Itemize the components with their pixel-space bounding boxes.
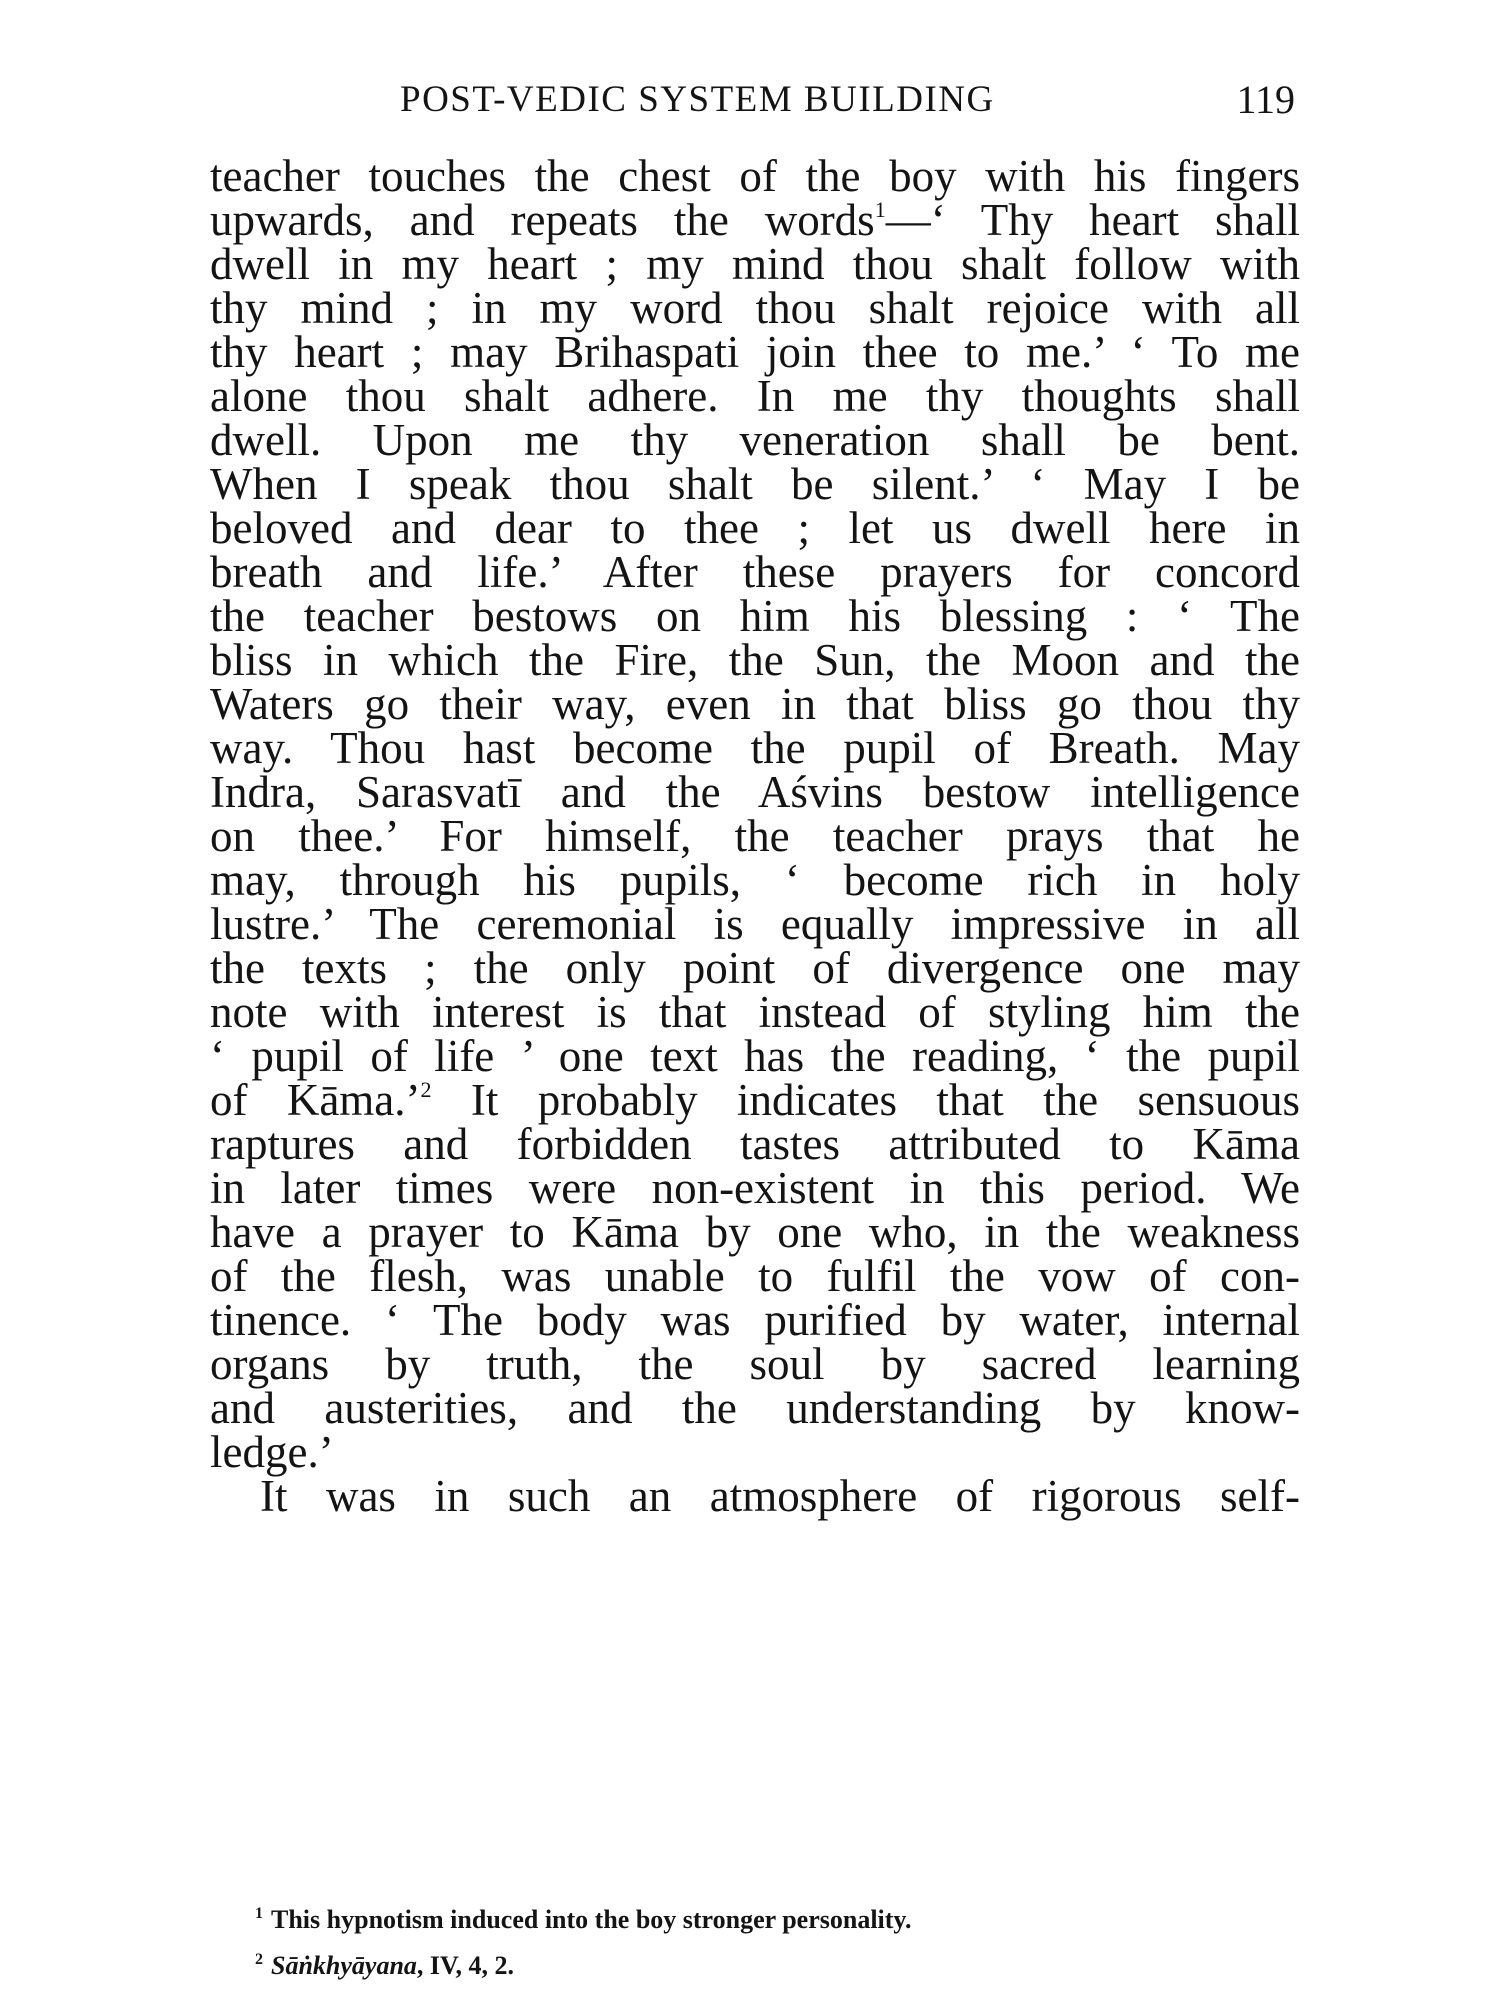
text-line: lustre.’ The ceremonial is equally impressive in all <box>210 899 1300 949</box>
text-line: of the flesh, was unable to fulfil the vow of con- <box>210 1251 1300 1301</box>
text-line: alone thou shalt adhere. In me thy thoughts shall <box>210 371 1300 421</box>
footnote-cited-title: Sāṅkhyāyana <box>271 1951 417 1980</box>
text-line: and austerities, and the understanding by know- <box>210 1383 1300 1433</box>
footnote-text: This hypnotism induced into the boy stronger personality. <box>271 1905 912 1934</box>
text-line: dwell in my heart ; my mind thou shalt follow with <box>210 239 1300 289</box>
running-head <box>210 70 1300 130</box>
text-line: ledge.’ <box>210 1427 334 1477</box>
footnote-1 <box>255 1900 912 1940</box>
text-line: the texts ; the only point of divergence one may <box>210 943 1300 993</box>
page-number: 119 <box>1236 77 1295 122</box>
body-text <box>210 148 1300 1848</box>
text-line: It was in such an atmosphere of rigorous self- <box>260 1471 1300 1521</box>
text-line: note with interest is that instead of styling him the <box>210 987 1300 1037</box>
text-line: Indra, Sarasvatī and the Aśvins bestow intelligence <box>210 767 1300 817</box>
text-line: beloved and dear to thee ; let us dwell here in <box>210 503 1300 553</box>
footnote-reference: 1 <box>874 197 886 222</box>
footnote-2 <box>255 1946 514 1986</box>
text-segment: upwards, and repeats the words <box>210 195 875 245</box>
text-line: ‘ pupil of life ’ one text has the reading, ‘ the pupil <box>210 1031 1300 1081</box>
text-line: breath and life.’ After these prayers for concord <box>210 547 1300 597</box>
text-line: tinence. ‘ The body was purified by water, internal <box>210 1295 1300 1345</box>
text-line: teacher touches the chest of the boy with his fingers <box>210 151 1300 201</box>
text-line: in later times were non-existent in this period. We <box>210 1163 1300 1213</box>
footnote-reference: 2 <box>420 1077 432 1102</box>
text-line: dwell. Upon me thy veneration shall be bent. <box>210 415 1300 465</box>
text-line: Waters go their way, even in that bliss go thou thy <box>210 679 1300 729</box>
footnote-reference-text: , IV, 4, 2. <box>416 1951 514 1980</box>
text-segment: of Kāma.’ <box>210 1075 421 1125</box>
text-line: may, through his pupils, ‘ become rich in holy <box>210 855 1300 905</box>
text-line: way. Thou hast become the pupil of Breath. May <box>210 723 1300 773</box>
text-line: When I speak thou shalt be silent.’ ‘ May I be <box>210 459 1300 509</box>
text-line: on thee.’ For himself, the teacher prays that he <box>210 811 1300 861</box>
running-title: POST-VEDIC SYSTEM BUILDING <box>400 79 995 120</box>
footnote-marker: 2 <box>255 1951 263 1968</box>
footnotes <box>255 1900 1295 1996</box>
text-line: organs by truth, the soul by sacred learning <box>210 1339 1300 1389</box>
text-line: thy heart ; may Brihaspati join thee to me.’ ‘ To me <box>210 327 1300 377</box>
footnote-marker: 1 <box>255 1905 263 1922</box>
text-line: the teacher bestows on him his blessing : ‘ The <box>210 591 1300 641</box>
text-line: thy mind ; in my word thou shalt rejoice with all <box>210 283 1300 333</box>
text-line: raptures and forbidden tastes attributed to Kāma <box>210 1119 1300 1169</box>
text-segment: It probably indicates that the sensuous <box>431 1075 1300 1125</box>
text-segment: —‘ Thy heart shall <box>885 195 1300 245</box>
text-line: bliss in which the Fire, the Sun, the Moon and the <box>210 635 1300 685</box>
text-line: have a prayer to Kāma by one who, in the weakness <box>210 1207 1300 1257</box>
